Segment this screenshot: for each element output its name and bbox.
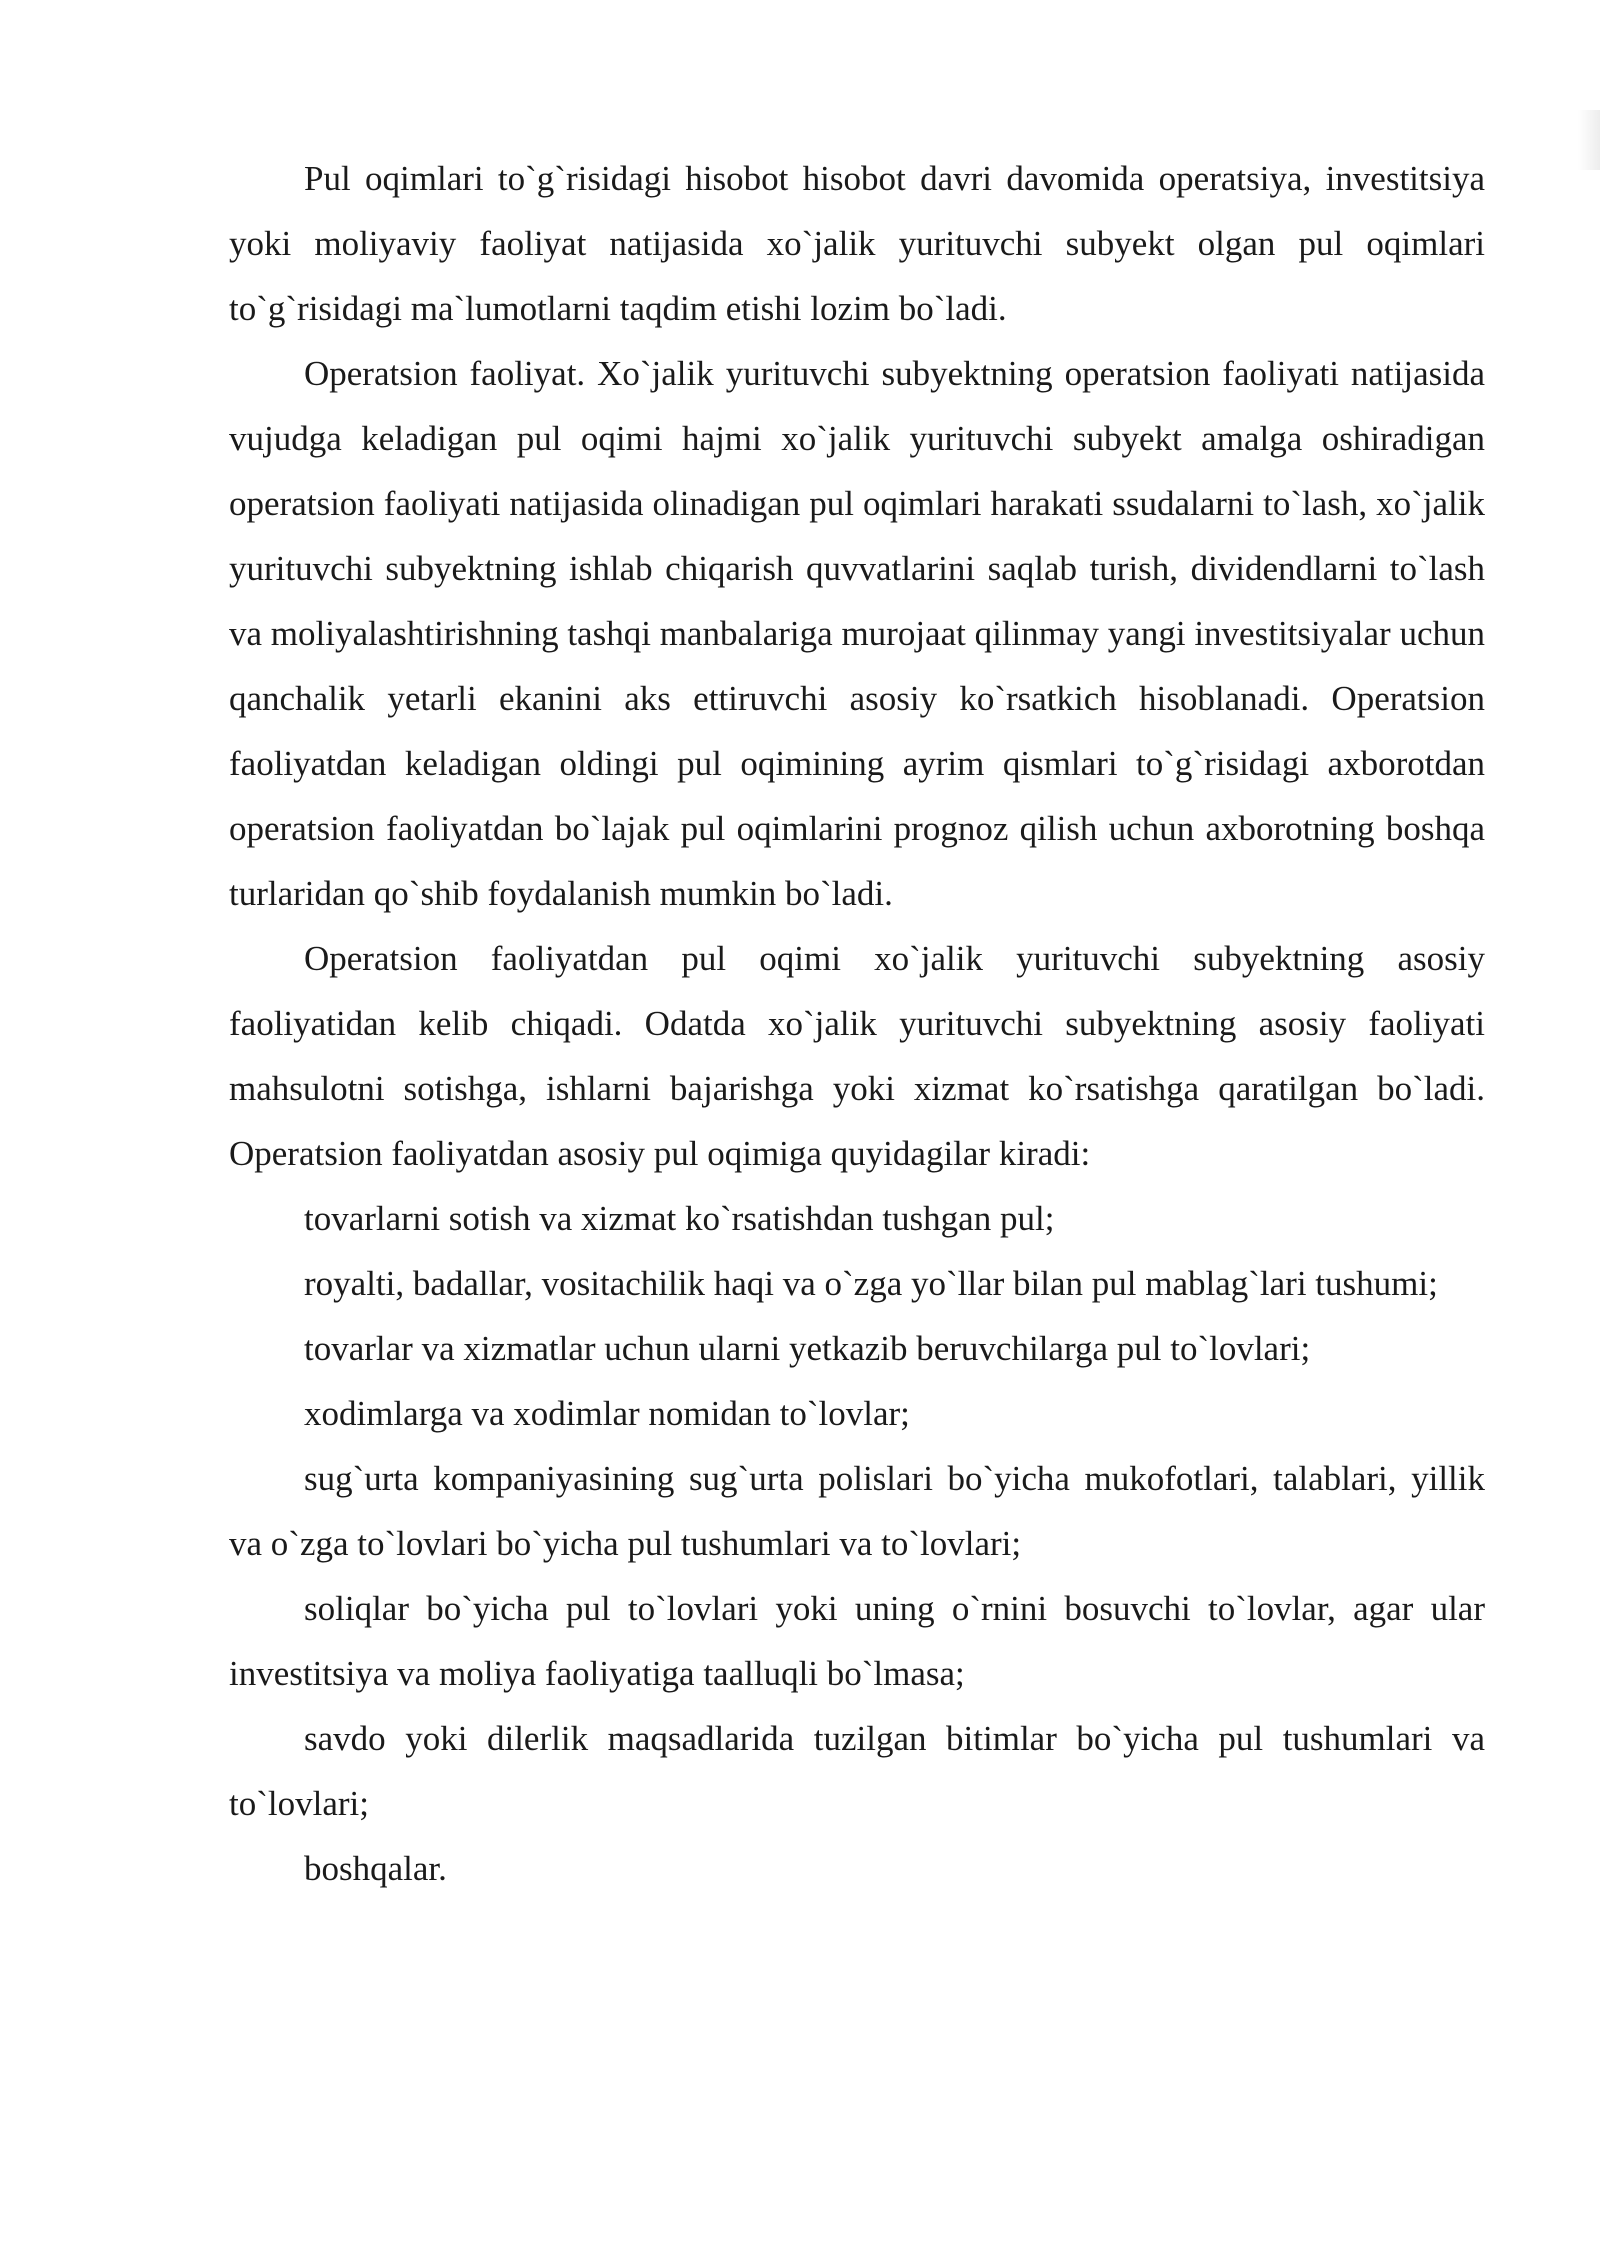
paragraph-operating-activity: Operatsion faoliyat. Xo`jalik yurituvchi subyektning operatsion faoliyati natijasida vujudga keladigan pul oqimi hajmi xo`jalik yurituvchi subyekt amalga oshiradigan operatsion faoliyati natijasida olinadigan pul oqimlari harakati ssudalarni to`lash, xo`jalik yurituvchi subyektning ishlab chiqarish quvvatlarini saqlab turish, dividendlarni to`lash va moliyalashtirishning tashqi manbalariga murojaat qilinmay yangi investitsiyalar uchun qanchalik yetarli ekanini aks ettiruvchi asosiy ko`rsatkich hisoblanadi. Operatsion faoliyatdan keladigan oldingi pul oqimining ayrim qismlari to`g`risidagi axborotdan operatsion faoliyatdan bo`lajak pul oqimlarini prognoz qilish uchun axborotning boshqa turlaridan qo`shib foydalanish mumkin bo`ladi. <box>229 354 1485 913</box>
page-edge-shadow <box>1578 110 1600 170</box>
list-item-insurance-payments: sug`urta kompaniyasining sug`urta polislari bo`yicha mukofotlari, talablari, yillik va o`zga to`lovlari bo`yicha pul tushumlari va to`lovlari; <box>229 1459 1485 1563</box>
paragraph-operating-cash-flow: Operatsion faoliyatdan pul oqimi xo`jalik yurituvchi subyektning asosiy faoliyatidan kelib chiqadi. Odatda xo`jalik yurituvchi subyektning asosiy faoliyati mahsulotni sotishga, ishlarni bajarishga yoki xizmat ko`rsatishga qaratilgan bo`ladi. Operatsion faoliyatdan asosiy pul oqimiga quyidagilar kiradi: <box>229 939 1485 1173</box>
list-item-tax-payments: soliqlar bo`yicha pul to`lovlari yoki uning o`rnini bosuvchi to`lovlar, agar ular investitsiya va moliya faoliyatiga taalluqli bo`lmasa; <box>229 1589 1485 1693</box>
document-body <box>229 146 1485 1901</box>
list-item-sales-receipts: tovarlarni sotish va xizmat ko`rsatishdan tushgan pul; <box>304 1199 1055 1238</box>
list-item-royalty-receipts: royalti, badallar, vositachilik haqi va o`zga yo`llar bilan pul mablag`lari tushumi; <box>304 1264 1438 1303</box>
list-item-employee-payments: xodimlarga va xodimlar nomidan to`lovlar; <box>304 1394 910 1433</box>
list-item-supplier-payments: tovarlar va xizmatlar uchun ularni yetkazib beruvchilarga pul to`lovlari; <box>304 1329 1311 1368</box>
list-item-trading-contracts: savdo yoki dilerlik maqsadlarida tuzilgan bitimlar bo`yicha pul tushumlari va to`lovlari; <box>229 1719 1485 1823</box>
list-item-others: boshqalar. <box>304 1849 447 1888</box>
paragraph-cash-flow-report: Pul oqimlari to`g`risidagi hisobot hisobot davri davomida operatsiya, investitsiya yoki moliyaviy faoliyat natijasida xo`jalik yurituvchi subyekt olgan pul oqimlari to`g`risidagi ma`lumotlarni taqdim etishi lozim bo`ladi. <box>229 159 1485 328</box>
